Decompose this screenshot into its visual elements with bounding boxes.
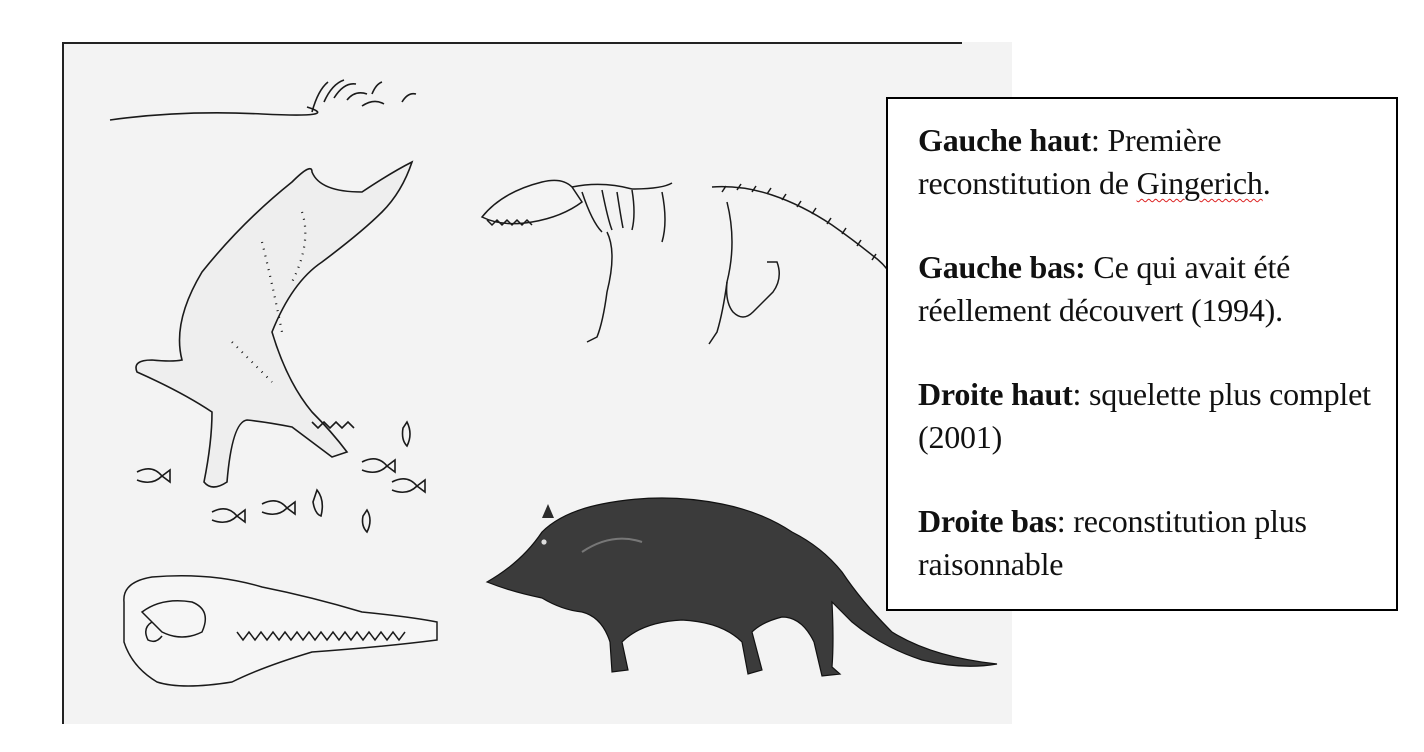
caption-gauche-haut bbox=[918, 119, 1376, 205]
scanned-illustration-page bbox=[62, 42, 1012, 724]
caption-separator: : bbox=[1072, 376, 1090, 412]
skeleton-drawing bbox=[482, 180, 892, 344]
caption-box bbox=[886, 97, 1398, 611]
caption-text: reconstitution plus raisonnable bbox=[918, 503, 1307, 582]
caption-text: Première reconstitution de bbox=[918, 122, 1222, 201]
skull-fossil-drawing bbox=[124, 576, 437, 686]
caption-label: Droite bas bbox=[918, 503, 1057, 539]
caption-text: Ce qui avait été réellement découvert (1994). bbox=[918, 249, 1291, 328]
caption-separator: : bbox=[1056, 503, 1074, 539]
caption-end: . bbox=[1262, 165, 1271, 201]
caption-label: Gauche bas: bbox=[918, 249, 1086, 285]
caption-text: squelette plus complet (2001) bbox=[918, 376, 1371, 455]
caption-gauche-bas bbox=[918, 246, 1376, 332]
spellcheck-flagged-word[interactable]: Gingerich bbox=[1136, 165, 1263, 201]
illustration-drawing bbox=[62, 42, 1012, 724]
caption-label: Gauche haut bbox=[918, 122, 1091, 158]
caption-droite-haut bbox=[918, 373, 1376, 459]
whale-reconstruction-drawing bbox=[110, 80, 425, 532]
caption-droite-bas bbox=[918, 500, 1376, 586]
caption-separator: : bbox=[1090, 122, 1108, 158]
caption-label: Droite haut bbox=[918, 376, 1073, 412]
